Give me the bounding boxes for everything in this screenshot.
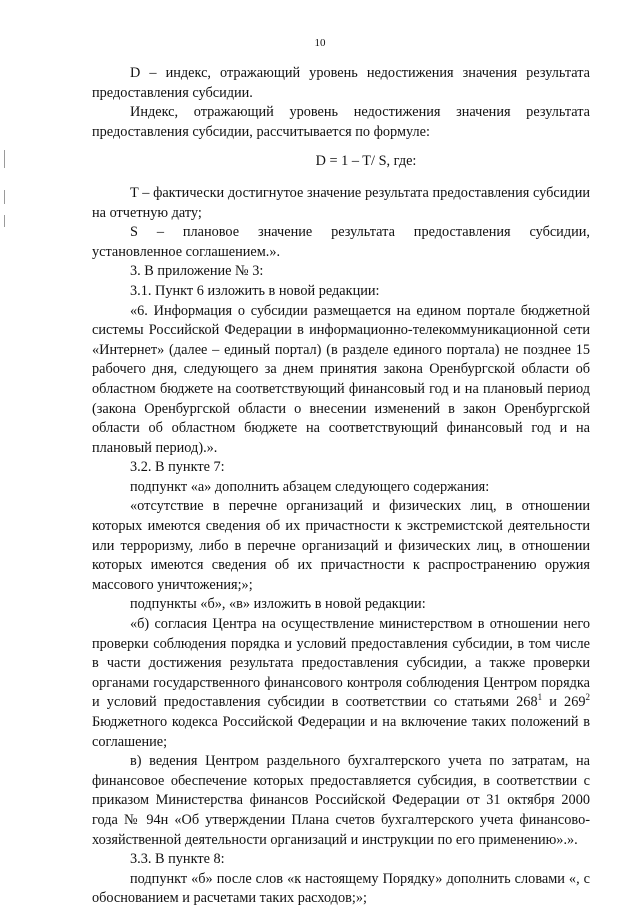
- paragraph: в) ведения Центром раздельного бухгалтерского учета по затратам, на финансовое обеспечение которых предоставляется субсидия, в соответствии с приказом Министерства финансов Российской Федерации от 31 октября 2000 года № 94н «Об утверждении Плана счетов бухгалтерского учета финансово-хозяйственной деятельности организаций и инструкции по его применению».».: [92, 753, 590, 848]
- left-edge-mark: [4, 150, 5, 168]
- superscript: 1: [537, 692, 543, 703]
- paragraph: подпункты «б», «в» изложить в новой редакции:: [130, 596, 426, 613]
- paragraph: [92, 615, 590, 752]
- paragraph-text: «б) согласия Центра на осуществление министерством в отношении него проверки соблюдения порядка и условий предоставления субсидии, в том числе в части достижения результата предоставления субсидии, а также проверки органами государственного финансового контроля соблюдения Центром порядка и условий предоставления субсидии в соответствии со статьями 268: [92, 616, 590, 711]
- paragraph: 3.1. Пункт 6 изложить в новой редакции:: [130, 282, 380, 299]
- paragraph-text: Бюджетного кодекса Российской Федерации и на включение таких положений в соглашение;: [92, 714, 590, 750]
- paragraph: T – фактически достигнутое значение результата предоставления субсидии на отчетную дату;: [92, 184, 590, 221]
- paragraph: Индекс, отражающий уровень недостижения значения результата предоставления субсидии, рассчитывается по формуле:: [92, 104, 590, 140]
- paragraph-text: и 269: [542, 694, 586, 711]
- paragraph: подпункт «а» дополнить абзацем следующего содержания:: [130, 478, 490, 495]
- paragraph: подпункт «б» после слов «к настоящему Порядку» дополнить словами «, с обоснованием и расчетами таких расходов;»;: [92, 870, 590, 907]
- left-edge-mark: [4, 190, 5, 204]
- paragraph: 3.3. В пункте 8:: [130, 851, 225, 868]
- paragraph: «отсутствие в перечне организаций и физических лиц, в отношении которых имеются сведения об их причастности к экстремистской деятельности или терроризму, либо в перечне организаций и физических лиц, в отношении которых имеются сведения об их причастности к распространению оружия массового уничтожения;»;: [92, 498, 590, 593]
- paragraph: 3.2. В пункте 7:: [130, 459, 225, 476]
- document-body: [92, 64, 590, 909]
- left-edge-mark: [4, 215, 5, 227]
- formula: D = 1 – T/ S, где:: [315, 153, 417, 170]
- page-number: 10: [314, 37, 326, 49]
- paragraph: 3. В приложение № 3:: [130, 263, 264, 280]
- paragraph: D – индекс, отражающий уровень недостижения значения результата предоставления субсидии.: [92, 65, 590, 101]
- paragraph: S – плановое значение результата предоставления субсидии, установленное соглашением.».: [92, 224, 590, 260]
- superscript: 2: [585, 692, 590, 703]
- paragraph: «6. Информация о субсидии размещается на едином портале бюджетной системы Российской Федерации в информационно-телекоммуникационной сети «Интернет» (далее – единый портал) (в разделе единого портала) не позднее 15 рабочего дня, следующего за днем принятия закона Оренбургской области об областном бюджете на соответствующий финансовый год и на плановый период (закона Оренбургской области о внесении изменений в закон Оренбургской области об областном бюджете на соответствующий финансовый год и на плановый период).».: [92, 302, 590, 456]
